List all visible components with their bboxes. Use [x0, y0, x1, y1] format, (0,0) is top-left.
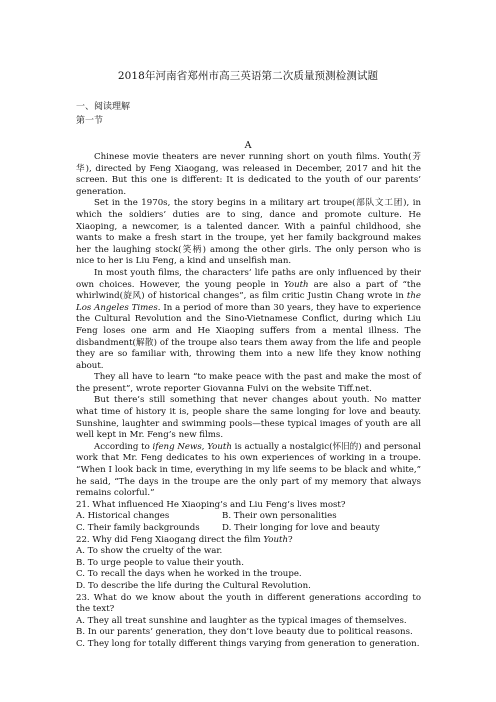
- part-heading: 第一节: [76, 116, 104, 126]
- question-21-options-row-1: [76, 511, 421, 523]
- option-d: D. Their longing for love and beauty: [222, 523, 380, 533]
- paragraph-4: They all have to learn “to make peace with the past and make the most of the present”, wrote reporter Giovanna Fulvi on the website Tiff.net.: [76, 372, 421, 394]
- option-a: A. They all treat sunshine and laughter as the typical images of themselves.: [76, 615, 407, 626]
- passage-label: A: [244, 140, 252, 151]
- paragraph-6: According to ifeng News, Youth is actually a nostalgic(怀旧的) and personal work that Mr. Feng dedicates to his own experiences of working in a troupe. “When I look back in time, everything in my life seems to be black and white,” he said, “The days in the troupe are the only part of my memory that always remains colorful.”: [76, 441, 422, 499]
- option-c: C. Their family backgrounds: [76, 523, 200, 533]
- paragraph-3: In most youth films, the characters’ life paths are only influenced by their own choices. However, the young people in Youth are also a part of “the whirlwind(旋风) of historical changes”, as film critic Justin Chang wrote in the Los Angeles Times. In a period of more than 30 years, they have to experience the Cultural Revolution and the Sino-Vietnamese Conflict, during which Liu Feng loses one arm and He Xiaoping suffers from a mental illness. The disbandment(解散) of the troupe also tears them away from the life and people they are so familiar with, throwing them into a new life they know nothing about.: [76, 267, 422, 371]
- option-b: B. Their own personalities: [222, 511, 337, 522]
- document-title: 2018年河南省郑州市高三英语第二次质量预测检测试题: [117, 70, 379, 82]
- paragraph-2: Set in the 1970s, the story begins in a military art troupe(部队文工团), in which the soldiers’ duties are to sing, dance and promote culture. He Xiaoping, a newcomer, is a talented dancer. With a painful childhood, she wants to make a fresh start in the troupe, yet her family background makes her the laughing stock(笑柄) among the other girls. The only person who is nice to her is Liu Feng, a kind and unselfish man.: [76, 198, 421, 267]
- question-22: 22. Why did Feng Xiaogang direct the film Youth?: [76, 534, 293, 545]
- option-d: D. To describe the life during the Cultural Revolution.: [76, 580, 311, 591]
- question-21-options-row-2: [76, 523, 421, 535]
- option-b: B. In our parents’ generation, they don’t love beauty due to political reasons.: [76, 627, 413, 638]
- option-a: A. Historical changes: [76, 511, 170, 522]
- option-a: A. To show the cruelty of the war.: [76, 546, 223, 557]
- paragraph-5: But there’s still something that never changes about youth. No matter what time of history it is, people share the same longing for love and beauty. Sunshine, laughter and swimming pools—these typical images of youth are all well kept in Mr. Feng’s new films.: [76, 395, 421, 441]
- option-c: C. They long for totally different things varying from generation to generation.: [76, 638, 420, 649]
- option-b: B. To urge people to value their youth.: [76, 557, 244, 568]
- question-23: 23. What do we know about the youth in different generations according to the text?: [76, 592, 421, 615]
- section-heading: 一、阅读理解: [76, 102, 131, 112]
- paragraph-1: Chinese movie theaters are never running short on youth films. Youth(芳华), directed by Feng Xiaogang, was released in December, 2017 and hit the screen. But this one is different: It is dedicated to the youth of our parents’ generation.: [76, 152, 421, 197]
- passage-body: [76, 152, 421, 651]
- option-c: C. To recall the days when he worked in the troupe.: [76, 569, 302, 580]
- question-21: 21. What influenced He Xiaoping’s and Liu Feng’s lives most?: [76, 499, 346, 510]
